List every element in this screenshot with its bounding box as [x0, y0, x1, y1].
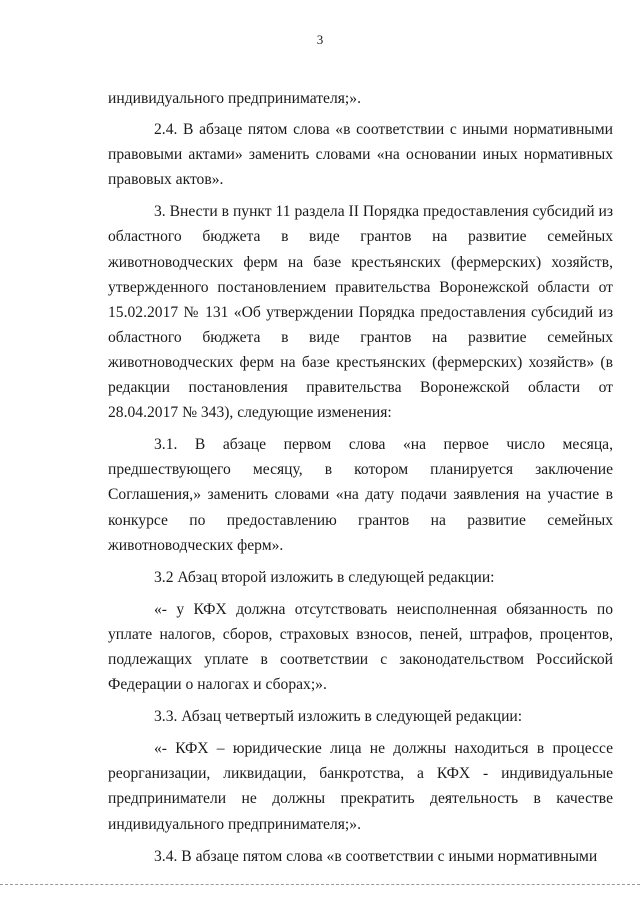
document-body	[108, 86, 613, 869]
scan-edge-line	[0, 884, 640, 885]
paragraph-3-2-quote: «- у КФХ должна отсутствовать неисполненная обязанность по уплате налогов, сборов, страховых взносов, пеней, штрафов, процентов, подлежащих уплате в соответствии с законодательством Российской Федерации о налогах и сборах;».	[108, 600, 613, 694]
page-number: 3	[316, 32, 324, 47]
paragraph-2-4: 2.4. В абзаце пятом слова «в соответствии с иными нормативными правовыми актами» заменить словами «на основании иных нормативных правовых актов».	[108, 121, 613, 189]
paragraph-3-3: 3.3. Абзац четвертый изложить в следующей редакции:	[154, 708, 523, 726]
paragraph-3-2: 3.2 Абзац второй изложить в следующей редакции:	[154, 568, 495, 586]
paragraph-3-1: 3.1. В абзаце первом слова «на первое число месяца, предшествующего месяцу, в котором планируется заключение Соглашения,» заменить словами «на дату подачи заявления на участие в конкурсе по предоставлению грантов на развитие семейных животноводческих ферм».	[108, 436, 613, 554]
paragraph-continuation: индивидуального предпринимателя;».	[108, 90, 361, 107]
paragraph-3-4: 3.4. В абзаце пятом слова «в соответствии с иными нормативными	[154, 847, 598, 865]
paragraph-3-3-quote: «- КФХ – юридические лица не должны находиться в процессе реорганизации, ликвидации, банкротства, а КФХ - индивидуальные предприниматели не должны прекратить деятельность в качестве индивидуального предпринимателя;».	[108, 740, 613, 833]
paragraph-3: 3. Внести в пункт 11 раздела II Порядка предоставления субсидий из областного бюджета в виде грантов на развитие семейных животноводческих ферм на базе крестьянских (фермерских) хозяйств, утвержденного постановлением правительства Воронежской области от 15.02.2017 № 131 «Об утверждении Порядка предоставления субсидий из областного бюджета в виде грантов на развитие семейных животноводческих ферм на базе крестьянских (фермерских) хозяйств» (в редакции постановления правительства Воронежской области от 28.04.2017 № 343), следующие изменения:	[108, 203, 613, 422]
